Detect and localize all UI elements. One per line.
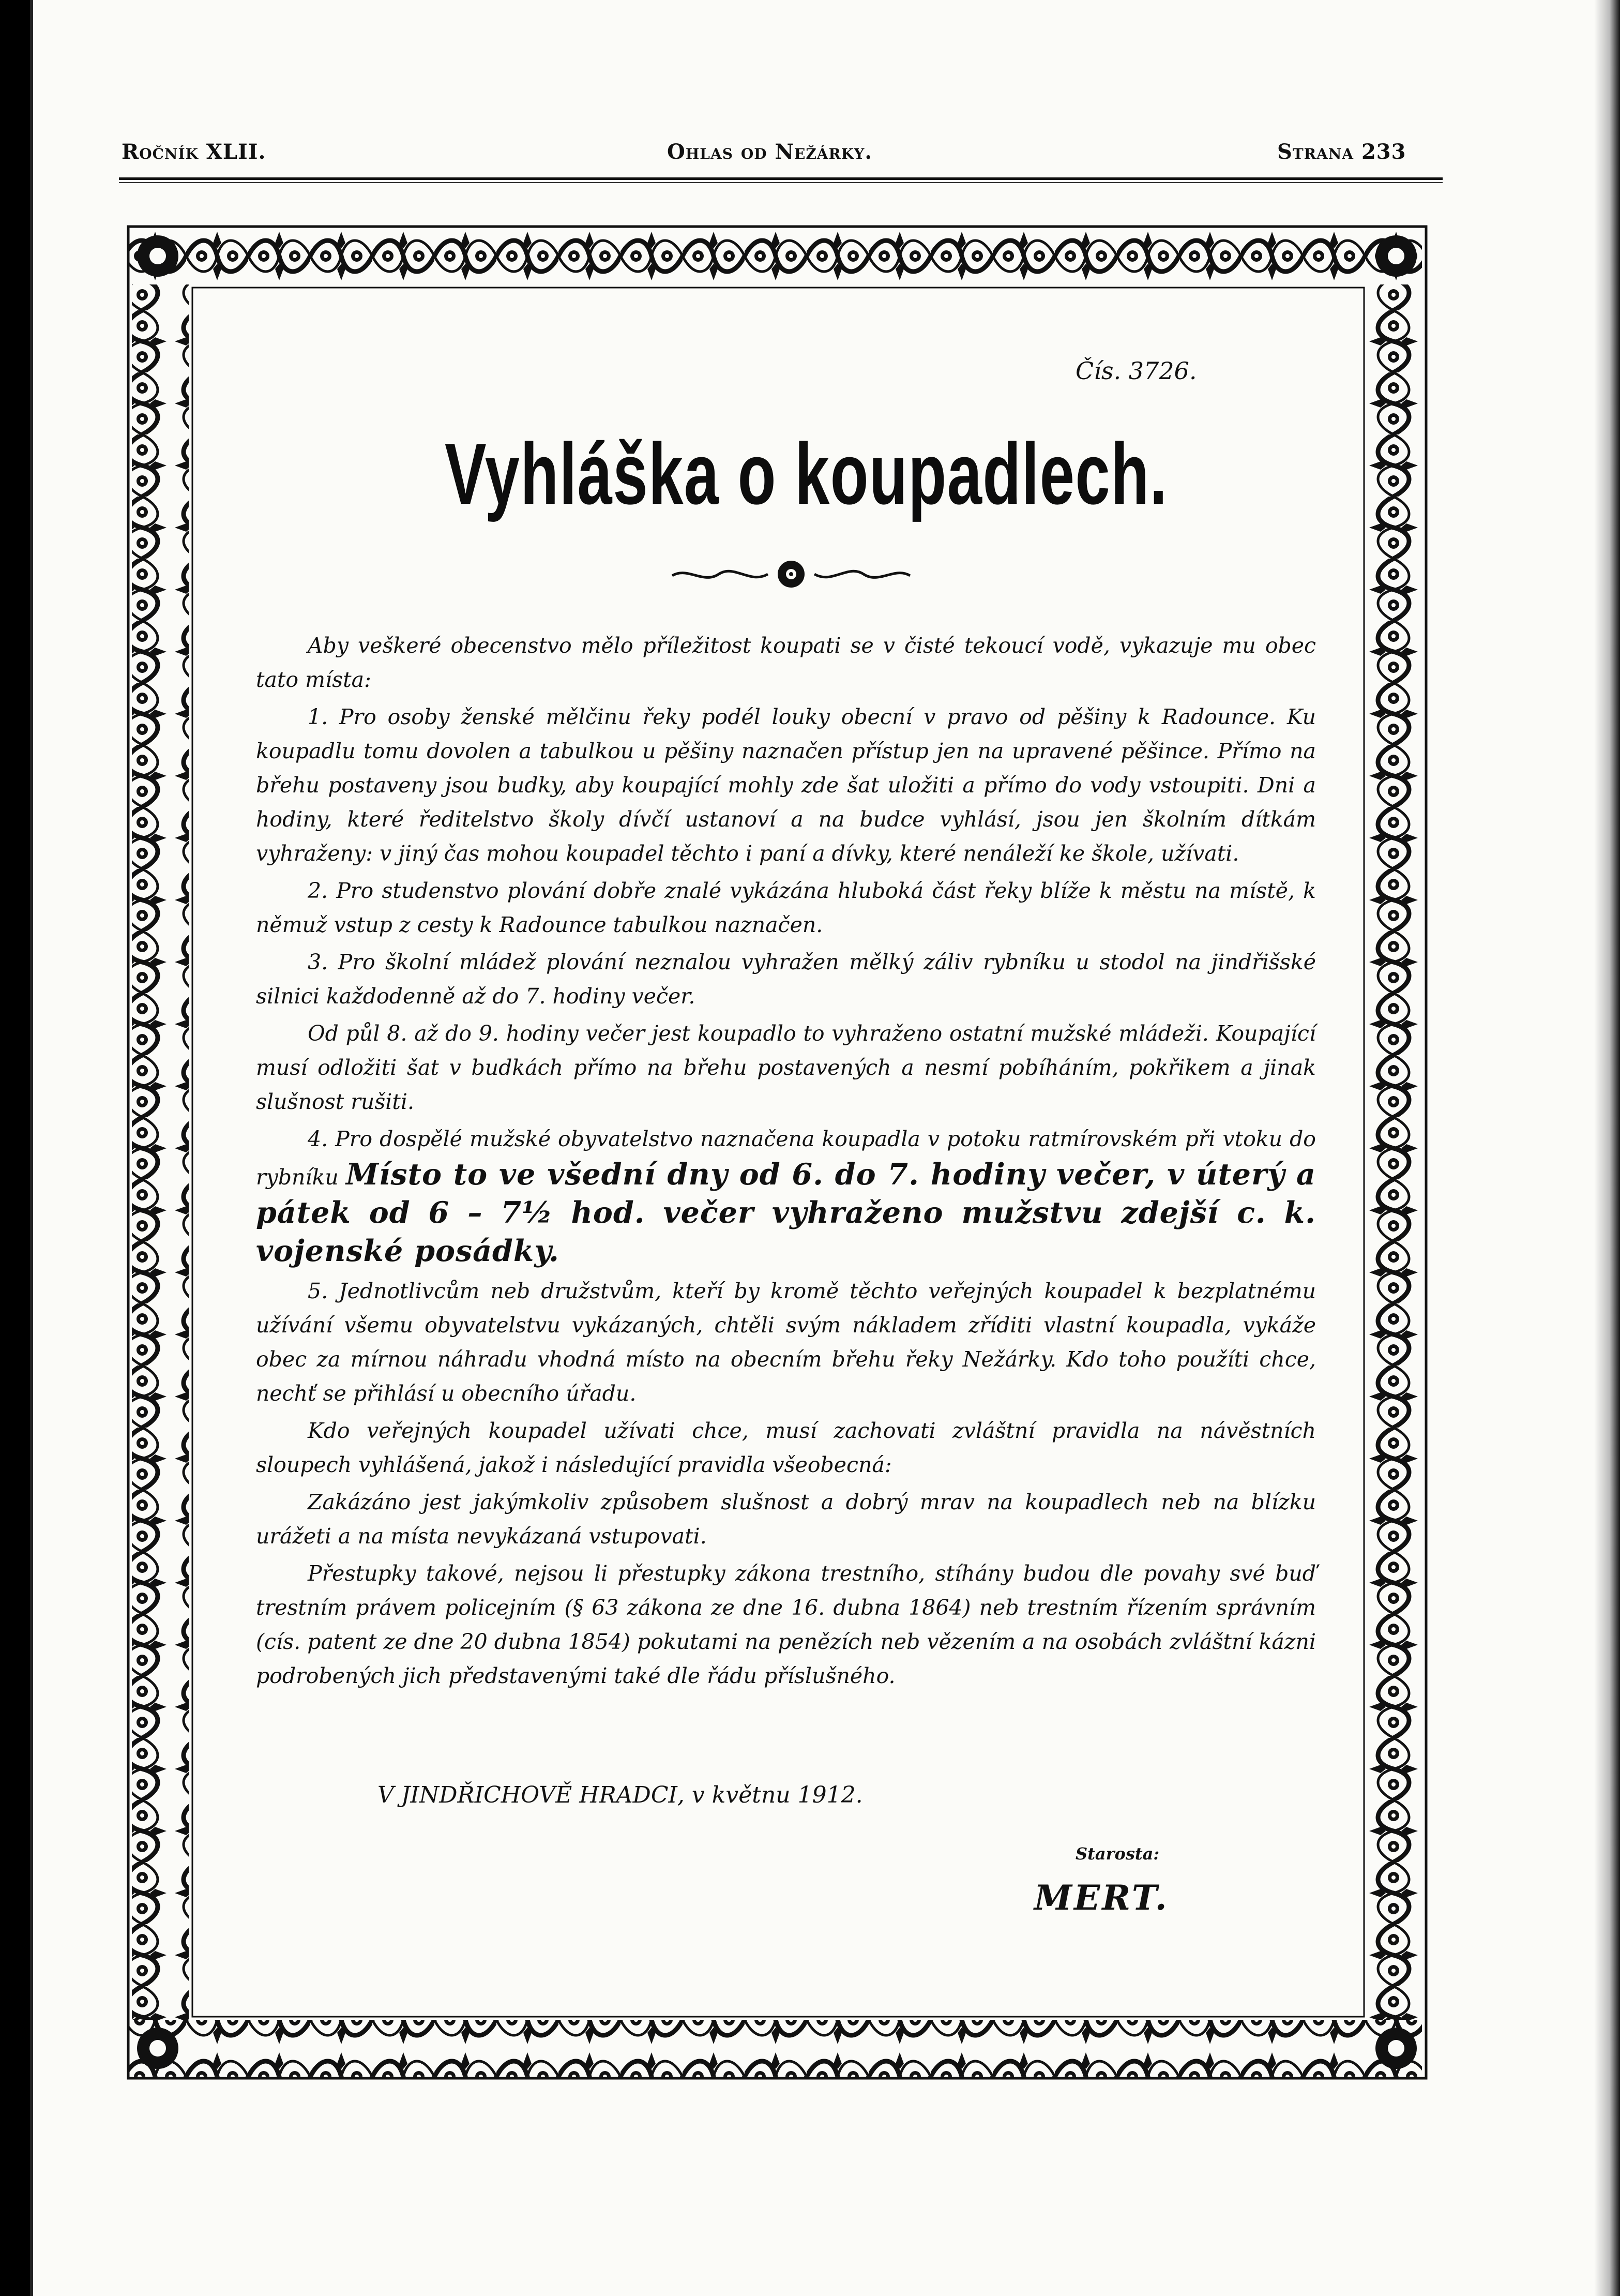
notice-title: Vyhláška o koupadlech.: [445, 425, 1168, 522]
paragraph-2: 2. Pro studenstvo plování dobře znalé vykázána hluboká část řeky blíže k městu na místě, k němuž vstup z cesty k Radounce tabulkou naznačen.: [256, 878, 1316, 937]
paragraph-intro: Aby veškeré obecenstvo mělo příležitost koupati se v čisté tekoucí vodě, vykazuje mu obec tato místa:: [256, 633, 1316, 692]
notice-body: [256, 628, 1316, 1696]
signatory-title: Starosta:: [1076, 1844, 1160, 1864]
paragraph-4-intro: 4. Pro dospělé mužské obyvatelstvo naznačena koupadla v potoku ratmírovském při vtoku do rybníku: [256, 1127, 1316, 1190]
running-head-title: Ohlas od Nežárky.: [667, 140, 873, 164]
paragraph-1: 1. Pro osoby ženské mělčinu řeky podél louky obecní v pravo od pěšiny k Radounce. Ku koupadlu tomu dovolen a tabulkou u pěšiny naznačen přístup jen na upravené pěšince. Přímo na břehu postaveny jsou budky, aby koupající mohly zde šat uložiti a přímo do vody vstoupiti. Dni a hodiny, které ředitelstvo školy dívčí ustanoví a na budce vyhlásí, jsou jen školním dítkám vyhraženy: v jiný čas mohou koupadel těchto i paní a dívky, které nenáleží ke škole, užívati.: [256, 704, 1316, 866]
paragraph-3: 3. Pro školní mládež plování neznalou vyhražen mělký záliv rybníku u stodol na jindřišské silnici každodenně až do 7. hodiny večer.: [256, 950, 1316, 1009]
paragraph-prohibition: Zakázáno jest jakýmkoliv způsobem slušnost a dobrý mrav na koupadlech neb na blízku urážeti a na místa nevykázaná vstupovati.: [256, 1490, 1316, 1549]
running-head-page: Strana 233: [1277, 140, 1406, 164]
fleuron-ornament-icon: [667, 556, 915, 592]
paragraph-rules: Kdo veřejných koupadel užívati chce, musí zachovati zvláštní pravidla na návěstních sloupech vyhlášená, jakož i následující pravidla všeobecná:: [256, 1418, 1316, 1477]
signatory-name: MERT.: [1034, 1878, 1169, 1918]
paragraph-4: [256, 1122, 1316, 1271]
place-date: V JINDŘICHOVĚ HRADCI, v květnu 1912.: [377, 1782, 863, 1808]
paragraph-4-emphasis: Místo to ve všední dny od 6. do 7. hodiny večer, v úterý a pátek od 6 – 7½ hod. večer vyhraženo mužstvu zdejší c. k. vojenské posádky.: [256, 1157, 1316, 1268]
paragraph-5: 5. Jednotlivcům neb družstvům, kteří by kromě těchto veřejných koupadel k bezplatnému užívání všemu obyvatelstvu vykázaných, chtěli svým nákladem zříditi vlastní koupadla, vykáže obec za mírnou náhradu vhodná místo na obecním břehu řeky Nežárky. Kdo toho použíti chce, nechť se přihlásí u obecního úřadu.: [256, 1279, 1316, 1406]
running-head-volume: Ročník XLII.: [122, 140, 266, 164]
paragraph-penalties: Přestupky takové, nejsou li přestupky zákona trestního, stíhány budou dle povahy své buď trestním právem policejním (§ 63 zákona ze dne 16. dubna 1864) neb trestním řízením správním (cís. patent ze dne 20 dubna 1854) pokutami na penězích neb vězením a na osobách zvláštní kázni podrobených jich představenými také dle řádu příslušného.: [256, 1561, 1316, 1688]
notice-number: Čís. 3726.: [1076, 357, 1197, 385]
paragraph-3b: Od půl 8. až do 9. hodiny večer jest koupadlo to vyhraženo ostatní mužské mládeži. Koupající musí odložiti šat v budkách přímo na břehu postavených a nesmí pobíháním, pokřikem a jinak slušnost rušiti.: [256, 1021, 1316, 1114]
